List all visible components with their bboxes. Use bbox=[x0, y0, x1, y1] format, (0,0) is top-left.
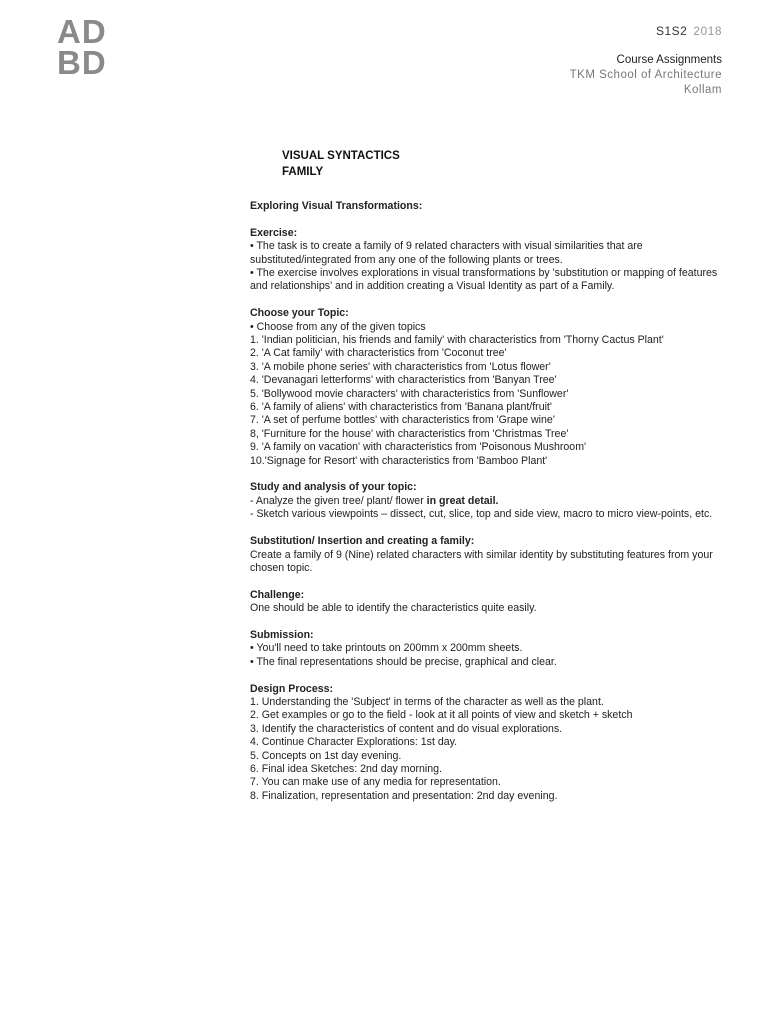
substitution-heading: Substitution/ Insertion and creating a family: bbox=[250, 535, 475, 548]
intro-heading: Exploring Visual Transformations: bbox=[250, 200, 423, 212]
city-name: Kollam bbox=[683, 84, 722, 96]
logo-line-1: AD bbox=[57, 13, 107, 50]
semester-code bbox=[570, 24, 722, 39]
assignment-body bbox=[250, 200, 720, 803]
study-item-text: - Analyze the given tree/ plant/ flower bbox=[250, 494, 427, 507]
exercise-item: • The task is to create a family of 9 related characters with visual similarities that are substituted/integrated from any one of the following plants or trees. bbox=[250, 240, 643, 266]
design-item: 3. Identify the characteristics of content and do visual explorations. bbox=[250, 722, 563, 735]
assignment-title bbox=[282, 148, 400, 180]
topic-item: 5. 'Bollywood movie characters' with characteristics from 'Sunflower' bbox=[250, 387, 569, 400]
submission-item: • You'll need to take printouts on 200mm x 200mm sheets. bbox=[250, 642, 523, 655]
title-line-2: FAMILY bbox=[282, 166, 324, 178]
design-item: 2. Get examples or go to the field - look at it all points of view and sketch + sketch bbox=[250, 709, 633, 722]
submission-item: • The final representations should be precise, graphical and clear. bbox=[250, 655, 557, 668]
substitution-text: Create a family of 9 (Nine) related characters with similar identity by substituting features from your chosen topic. bbox=[250, 548, 713, 574]
topic-item: 2. 'A Cat family' with characteristics from 'Coconut tree' bbox=[250, 347, 507, 360]
topic-heading: Choose your Topic: bbox=[250, 307, 349, 320]
submission-heading: Submission: bbox=[250, 628, 314, 641]
course-label: Course Assignments bbox=[616, 54, 722, 66]
study-item: - Sketch various viewpoints – dissect, cut, slice, top and side view, macro to micro view-points, etc. bbox=[250, 508, 713, 521]
design-item: 5. Concepts on 1st day evening. bbox=[250, 749, 402, 762]
exercise-heading: Exercise: bbox=[250, 226, 298, 239]
title-line-1: VISUAL SYNTACTICS bbox=[282, 150, 400, 162]
school-name: TKM School of Architecture bbox=[569, 69, 722, 81]
challenge-text: One should be able to identify the characteristics quite easily. bbox=[250, 602, 537, 615]
topic-item: 3. 'A mobile phone series' with characteristics from 'Lotus flower' bbox=[250, 360, 551, 373]
topic-item: 4. 'Devanagari letterforms' with characteristics from 'Banyan Tree' bbox=[250, 374, 557, 387]
design-item: 1. Understanding the 'Subject' in terms of the character as well as the plant. bbox=[250, 695, 604, 708]
exercise-item: • The exercise involves explorations in visual transformations by 'substitution or mapping of features and relationships' and in addition creating a Visual Identity as part of a Family. bbox=[250, 267, 718, 293]
challenge-heading: Challenge: bbox=[250, 588, 305, 601]
design-item: 8. Finalization, representation and presentation: 2nd day evening. bbox=[250, 789, 558, 802]
topic-item: 8, 'Furniture for the house' with characteristics from 'Christmas Tree' bbox=[250, 427, 569, 440]
design-item: 7. You can make use of any media for representation. bbox=[250, 776, 501, 789]
topic-item: • Choose from any of the given topics bbox=[250, 320, 426, 333]
header-info bbox=[570, 24, 722, 98]
design-heading: Design Process: bbox=[250, 682, 334, 695]
logo-line-2: BD bbox=[57, 44, 107, 81]
semester-label: S1S2 bbox=[655, 24, 688, 38]
study-heading: Study and analysis of your topic: bbox=[250, 481, 417, 494]
design-item: 4. Continue Character Explorations: 1st day. bbox=[250, 736, 458, 749]
topic-item: 10.'Signage for Resort' with characteristics from 'Bamboo Plant' bbox=[250, 454, 548, 467]
topic-item: 1. 'Indian politician, his friends and family' with characteristics from 'Thorny Cactus Plant' bbox=[250, 334, 664, 347]
year-label: 2018 bbox=[693, 24, 722, 38]
design-item: 6. Final idea Sketches: 2nd day morning. bbox=[250, 762, 442, 775]
study-item-emphasis: in great detail. bbox=[426, 494, 499, 507]
topic-item: 6. 'A family of aliens' with characteristics from 'Banana plant/fruit' bbox=[250, 401, 552, 414]
topic-item: 7. 'A set of perfume bottles' with characteristics from 'Grape wine' bbox=[250, 414, 555, 427]
topic-item: 9. 'A family on vacation' with characteristics from 'Poisonous Mushroom' bbox=[250, 441, 587, 454]
logo bbox=[57, 13, 107, 81]
study-item bbox=[250, 495, 720, 508]
